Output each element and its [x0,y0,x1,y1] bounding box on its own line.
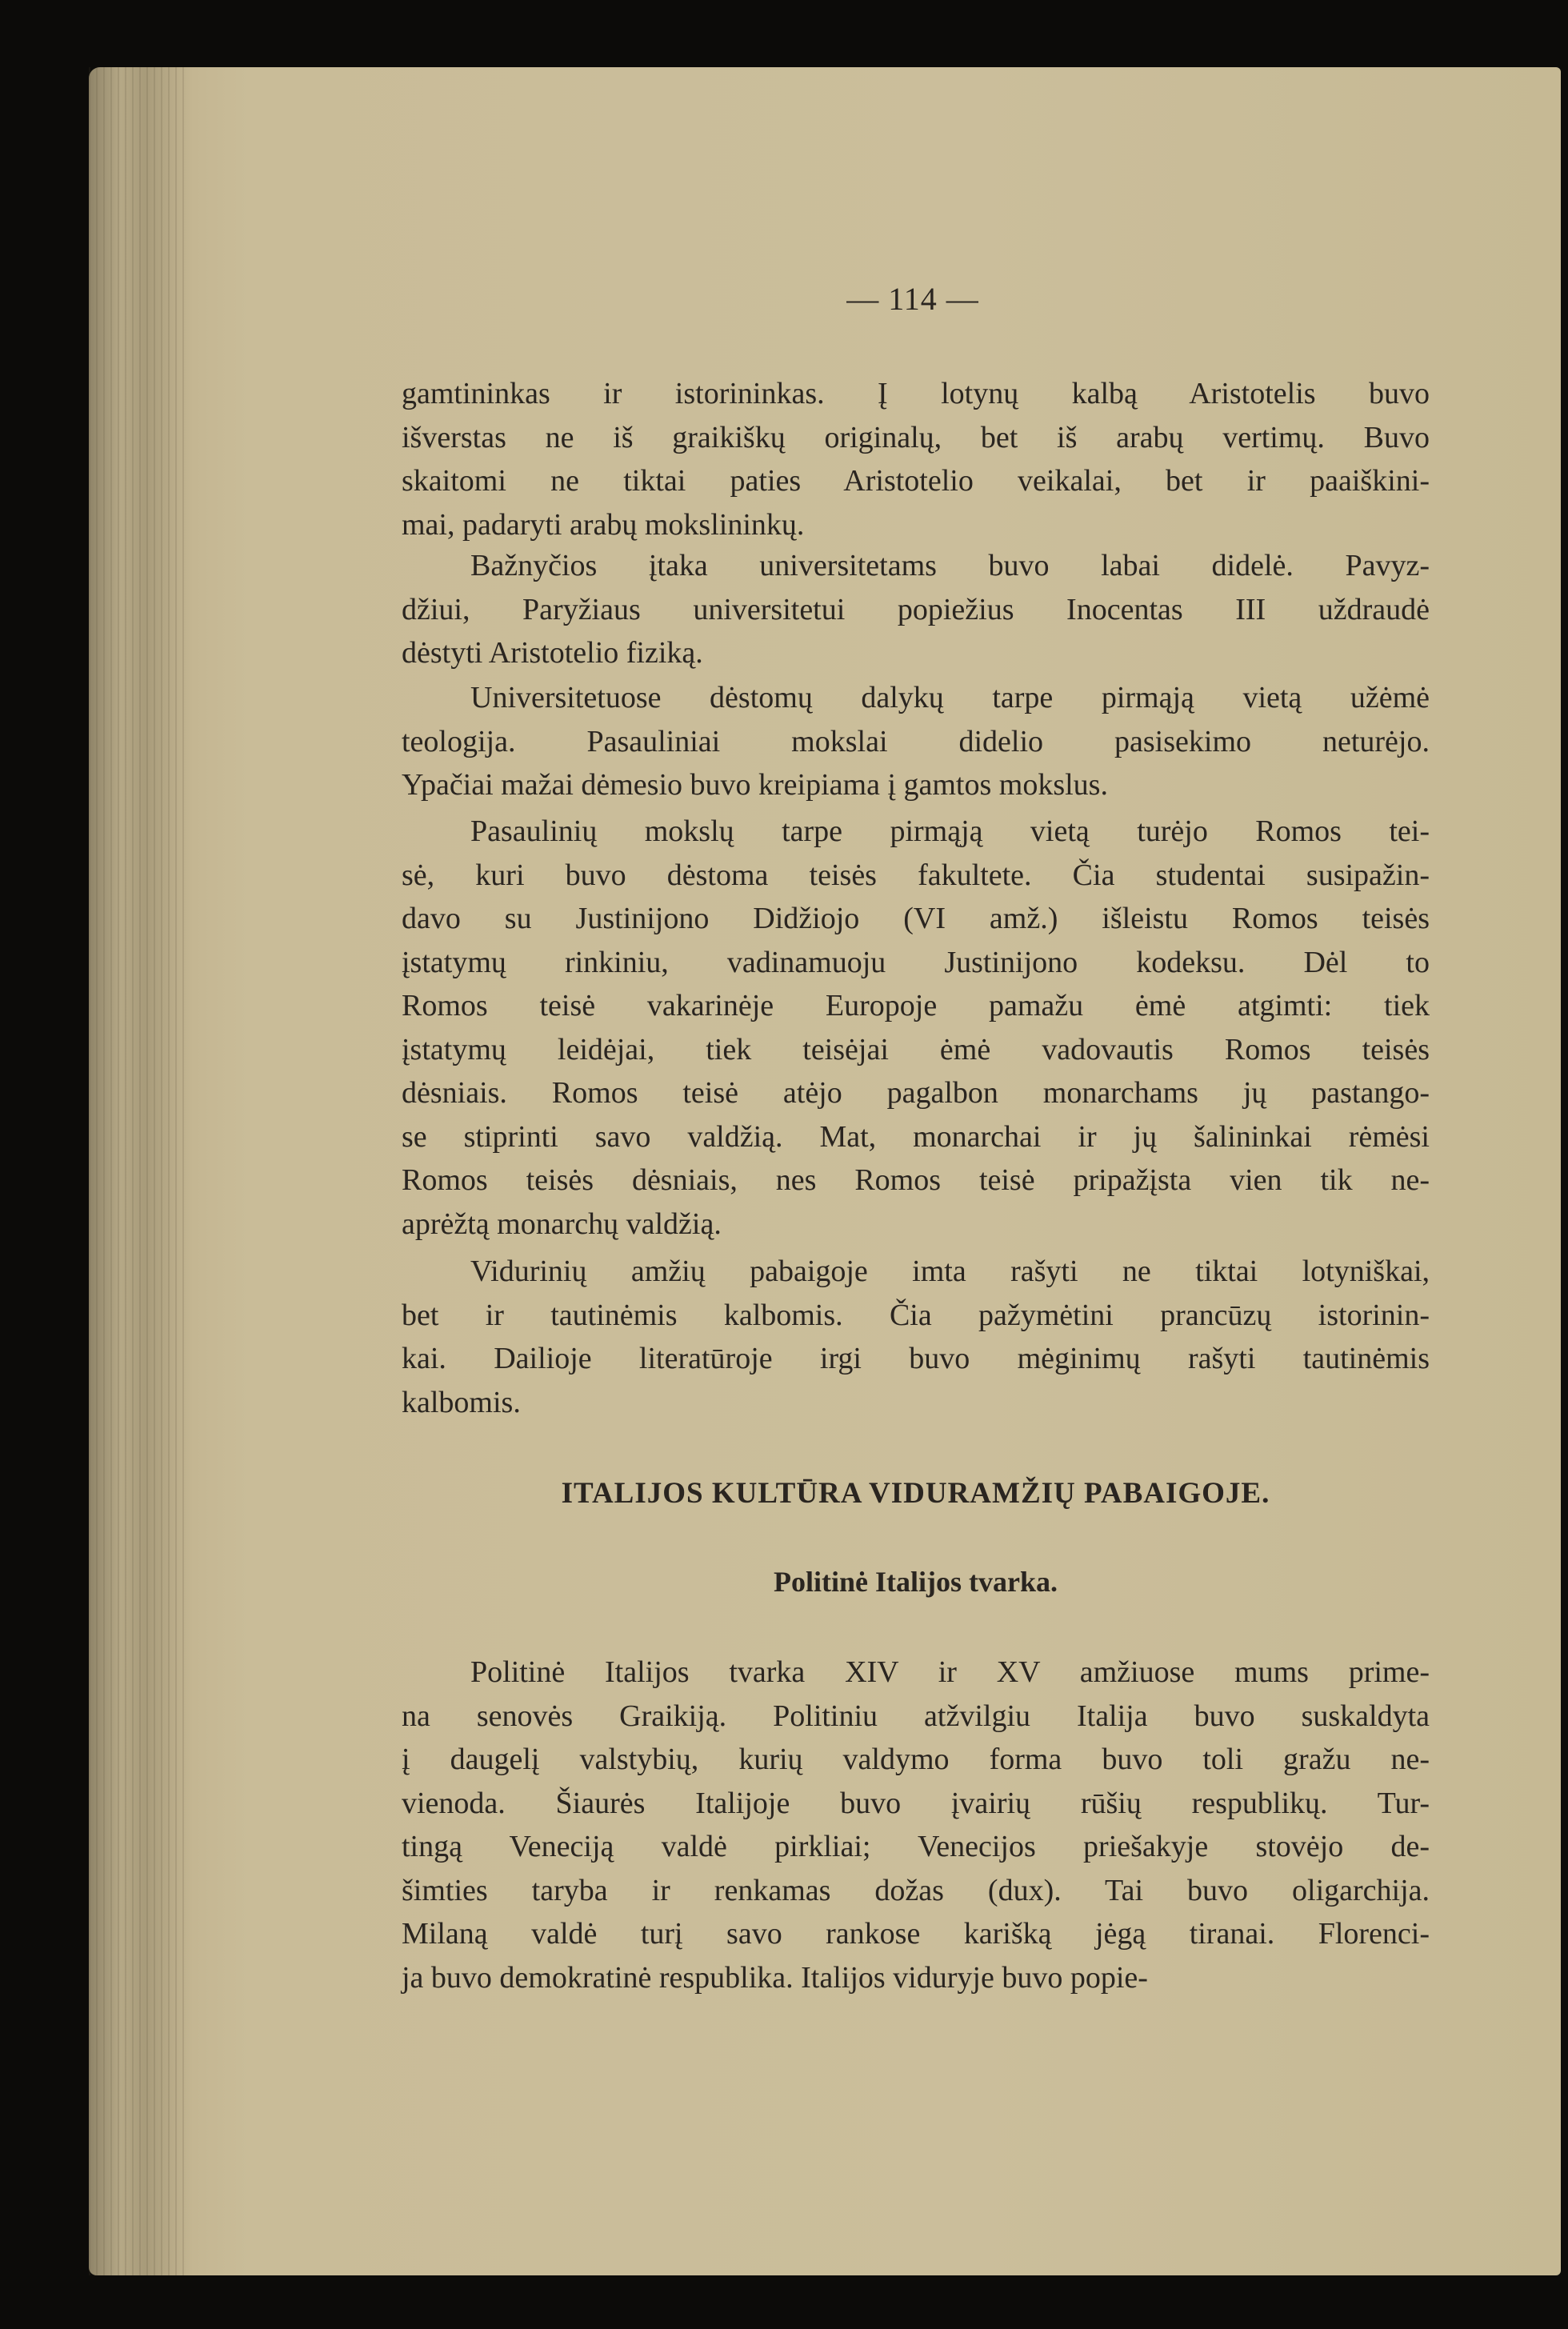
text-line: džiui, Paryžiaus universitetui popiežius Inocentas III uždraudė [402,592,1430,626]
text-line: bet ir tautinėmis kalbomis. Čia pažymėtini prancūzų istorinin- [402,1298,1430,1332]
text-line: vienoda. Šiaurės Italijoje buvo įvairių rūšių respublikų. Tur- [402,1786,1430,1820]
subsection-heading: Politinė Italijos tvarka. [774,1566,1058,1598]
text-line: Universitetuose dėstomų dalykų tarpe pirmąją vietą užėmė [470,681,1430,714]
text-line: Politinė Italijos tvarka XIV ir XV amžiuose mums prime- [470,1655,1430,1689]
page-number: — 114 — [846,281,979,317]
text-line: įstatymų rinkiniu, vadinamuoju Justinijono kodeksu. Dėl to [402,945,1430,979]
paragraph [402,372,1430,546]
text-line: Pasaulinių mokslų tarpe pirmąją vietą turėjo Romos tei- [470,814,1430,848]
text-line: sė, kuri buvo dėstoma teisės fakultete. Čia studentai susipažin- [402,858,1430,892]
text-line: dėsniais. Romos teisė atėjo pagalbon monarchams jų pastango- [402,1076,1430,1110]
paragraph [402,544,1430,675]
text-line: į daugelį valstybių, kurių valdymo forma buvo toli gražu ne- [402,1743,1430,1776]
section-heading: ITALIJOS KULTŪRA VIDURAMŽIŲ PABAIGOJE. [561,1477,1270,1510]
text-line: Romos teisė vakarinėje Europoje pamažu ėmė atgimti: tiek [402,989,1430,1022]
text-line: mai, padaryti arabų mokslininkų. [402,507,805,542]
text-line: išverstas ne iš graikiškų originalų, bet iš arabų vertimų. Buvo [402,420,1430,454]
text-line: Milaną valdė turį savo rankose karišką jėgą tiranai. Florenci- [402,1917,1430,1951]
text-line: kalbomis. [402,1385,521,1419]
text-line: aprėžtą monarchų valdžią. [402,1207,722,1241]
text-line: dėstyti Aristotelio fiziką. [402,636,703,670]
text-line: ja buvo demokratinė respublika. Italijos viduryje buvo popie- [402,1960,1148,1995]
text-line: Bažnyčios įtaka universitetams buvo labai didelė. Pavyz- [470,549,1430,582]
paragraph [402,1651,1430,1999]
paragraph [402,676,1430,807]
text-line: kai. Dailioje literatūroje irgi buvo mėginimų rašyti tautinėmis [402,1342,1430,1375]
paragraph [402,1250,1430,1424]
text-line: Vidurinių amžių pabaigoje imta rašyti ne tiktai lotyniškai, [470,1255,1430,1288]
text-line: tingą Veneciją valdė pirkliai; Venecijos priešakyje stovėjo de- [402,1830,1430,1863]
text-line: Ypačiai mažai dėmesio buvo kreipiama į gamtos mokslus. [402,768,1108,802]
text-line: skaitomi ne tiktai paties Aristotelio veikalai, bet ir paaiškini- [402,464,1430,498]
text-line: Romos teisės dėsniais, nes Romos teisė pripažįsta vien tik ne- [402,1163,1430,1197]
text-line: davo su Justinijono Didžiojo (VI amž.) išleistu Romos teisės [402,902,1430,935]
text-line: įstatymų leidėjai, tiek teisėjai ėmė vadovautis Romos teisės [402,1032,1430,1066]
text-line: teologija. Pasauliniai mokslai didelio pasisekimo neturėjo. [402,724,1430,758]
text-line: šimties taryba ir renkamas dožas (dux). Tai buvo oligarchija. [402,1873,1430,1907]
page-edge-shadow [89,67,185,2275]
text-line: gamtininkas ir istorininkas. Į lotynų kalbą Aristotelis buvo [402,377,1430,410]
paragraph [402,810,1430,1246]
text-line: se stiprinti savo valdžią. Mat, monarchai ir jų šalininkai rėmėsi [402,1119,1430,1154]
text-line: na senovės Graikiją. Politiniu atžvilgiu Italija buvo suskaldyta [402,1699,1430,1733]
